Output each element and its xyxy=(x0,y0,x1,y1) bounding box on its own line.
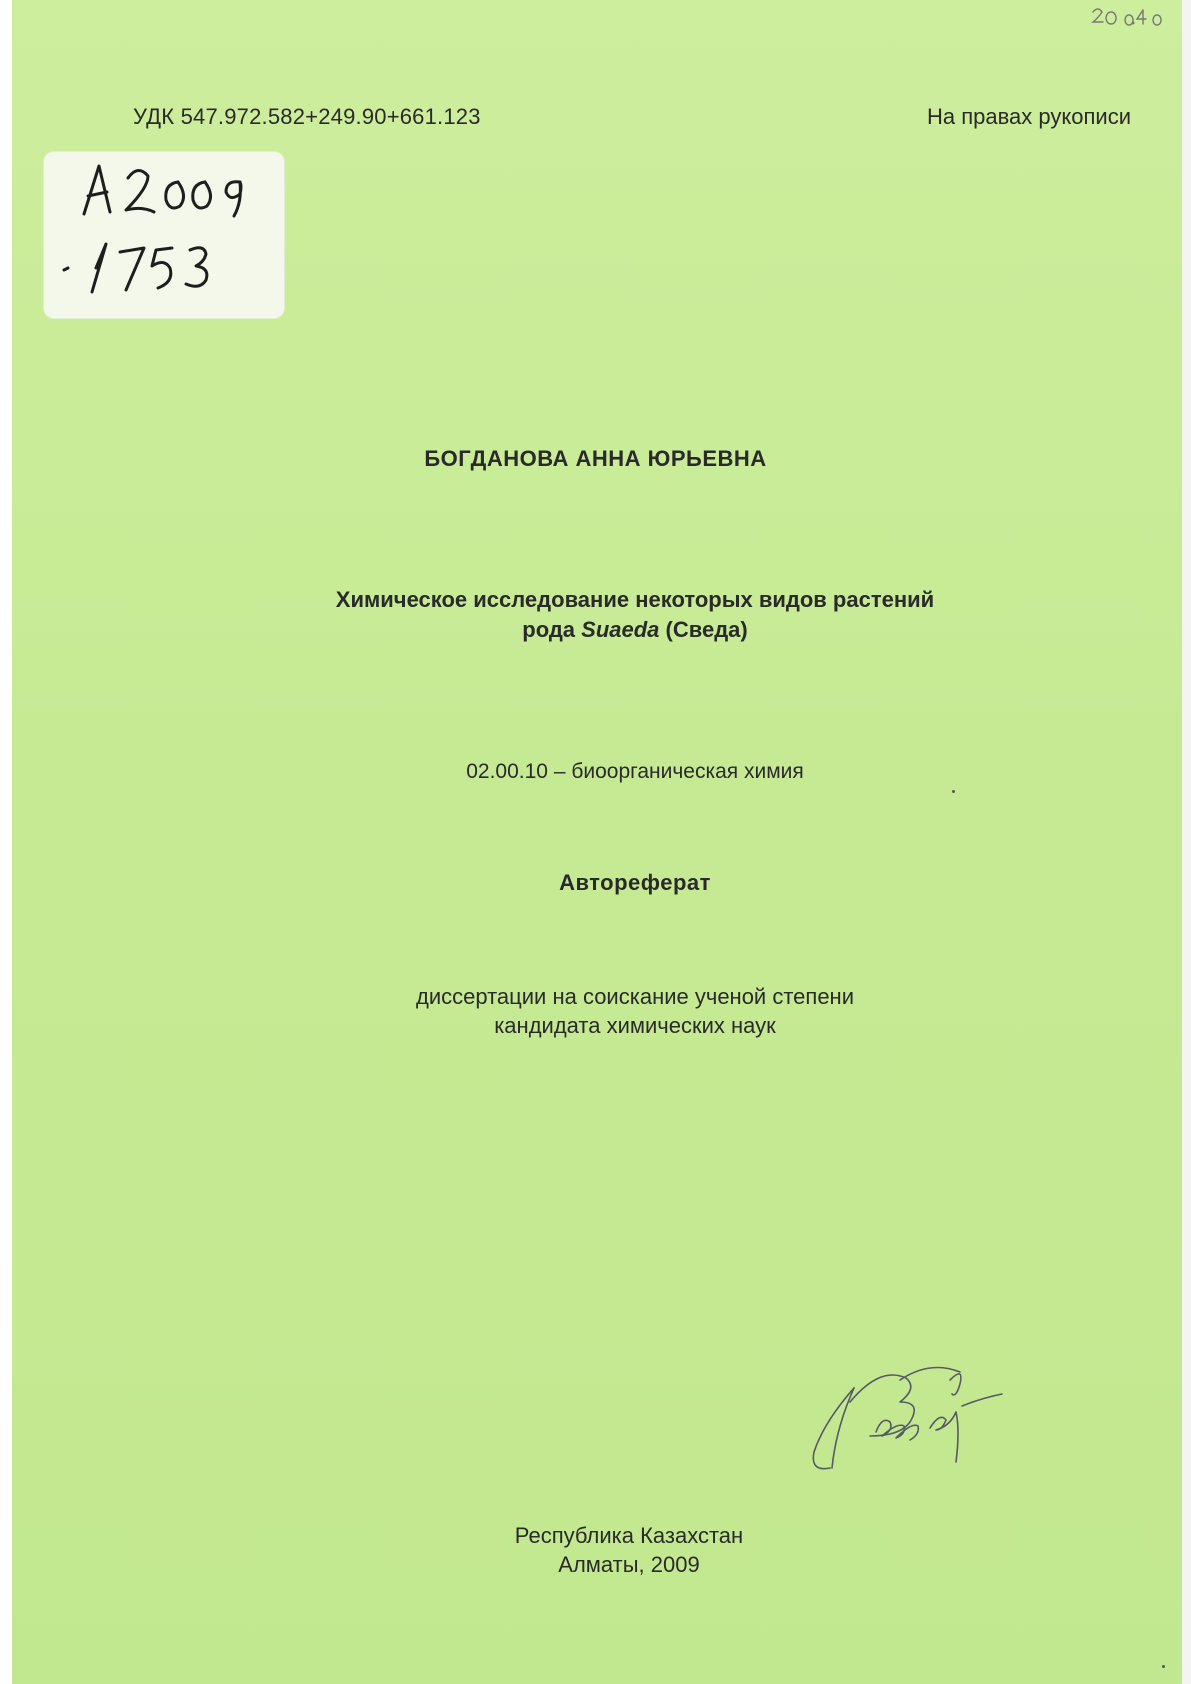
library-label xyxy=(44,152,284,318)
title-prefix: рода xyxy=(522,617,582,642)
corner-date-note xyxy=(1085,0,1191,40)
title-line-1: Химическое исследование некоторых видов растений xyxy=(335,587,935,612)
author-name: БОГДАНОВА АННА ЮРЬЕВНА xyxy=(424,446,767,471)
rights-notice: На правах рукописи xyxy=(927,104,1131,129)
title-latin-genus: Suaeda xyxy=(581,617,660,642)
dissertation-line-1: диссертации на соискание ученой степени xyxy=(415,984,854,1009)
dissertation-line-2: кандидата химических наук xyxy=(494,1013,776,1038)
specialty-code: 02.00.10 – биоорганическая химия xyxy=(466,760,804,783)
country: Республика Казахстан xyxy=(514,1523,744,1548)
document-kind: Автореферат xyxy=(559,870,711,895)
handwritten-registry-number xyxy=(44,152,284,318)
speck xyxy=(1162,1665,1165,1668)
signature xyxy=(790,1340,1020,1490)
page-edge xyxy=(1182,0,1191,1684)
udk-code: УДК 547.972.582+249.90+661.123 xyxy=(133,104,481,129)
title-line-2 xyxy=(0,617,1191,643)
title-suffix: (Сведа) xyxy=(659,617,748,642)
speck xyxy=(952,790,955,793)
city-year: Алматы, 2009 xyxy=(558,1552,700,1577)
